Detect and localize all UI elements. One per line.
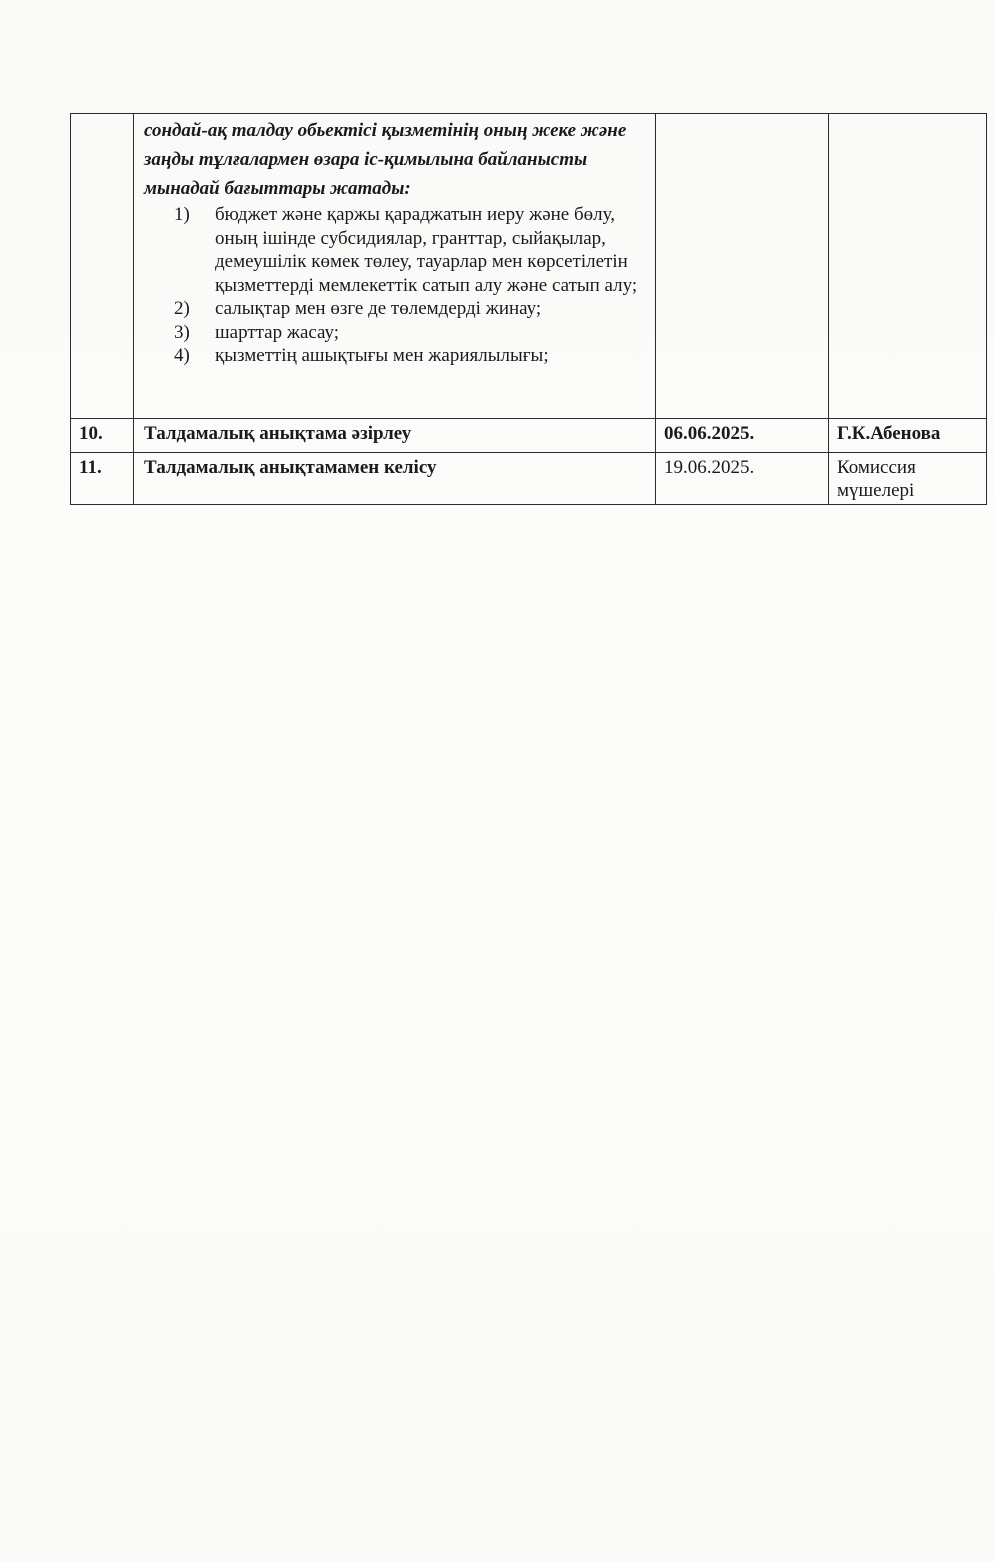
table-row [71,419,987,453]
list-marker: 2) [174,298,190,319]
task-date: 19.06.2025. [656,453,829,505]
list-marker: 4) [174,345,190,366]
list-item-text: қызметтің ашықтығы мен жариялылығы; [215,345,549,366]
list-marker: 1) [174,204,190,225]
list-item [142,297,647,321]
task-responsible: Комиссия мүшелері [829,453,987,505]
table-row [71,453,987,505]
num-cell-empty [71,114,134,419]
list-item [142,321,647,345]
list-item-text: шарттар жасау; [215,321,340,343]
list-item [142,203,647,297]
list-item-text: бюджет және қаржы қараджатын иеру және бөлу, оның ішінде субсидиялар, гранттар, сыйақылар, демеушілік көмек төлеу, тауарлар мен көрсетілетін қызметтерді мемлекеттік сатып алу және сатып алу; [215,204,638,296]
directions-intro: сондай-ақ талдау обьектісі қызметінің оның жеке және заңды тұлғалармен өзара іс-қимылына байланысты мынадай бағыттары жатады: [144,120,627,199]
work-plan-table [70,113,987,505]
table-row-continuation [71,114,987,419]
task-text: Талдамалық анықтамамен келісу [134,453,656,505]
responsible-cell-empty [829,114,987,419]
list-marker: 3) [174,321,190,343]
row-number: 11. [71,453,134,505]
task-date: 06.06.2025. [656,419,829,453]
row-number: 10. [71,419,134,453]
date-cell-empty [656,114,829,419]
task-responsible: Г.К.Абенова [829,419,987,453]
list-item [142,344,647,368]
list-item-text: салықтар мен өзге де төлемдерді жинау; [215,298,542,319]
continuation-cell [134,114,656,419]
directions-list [142,203,647,368]
task-text: Талдамалық анықтама әзірлеу [134,419,656,453]
